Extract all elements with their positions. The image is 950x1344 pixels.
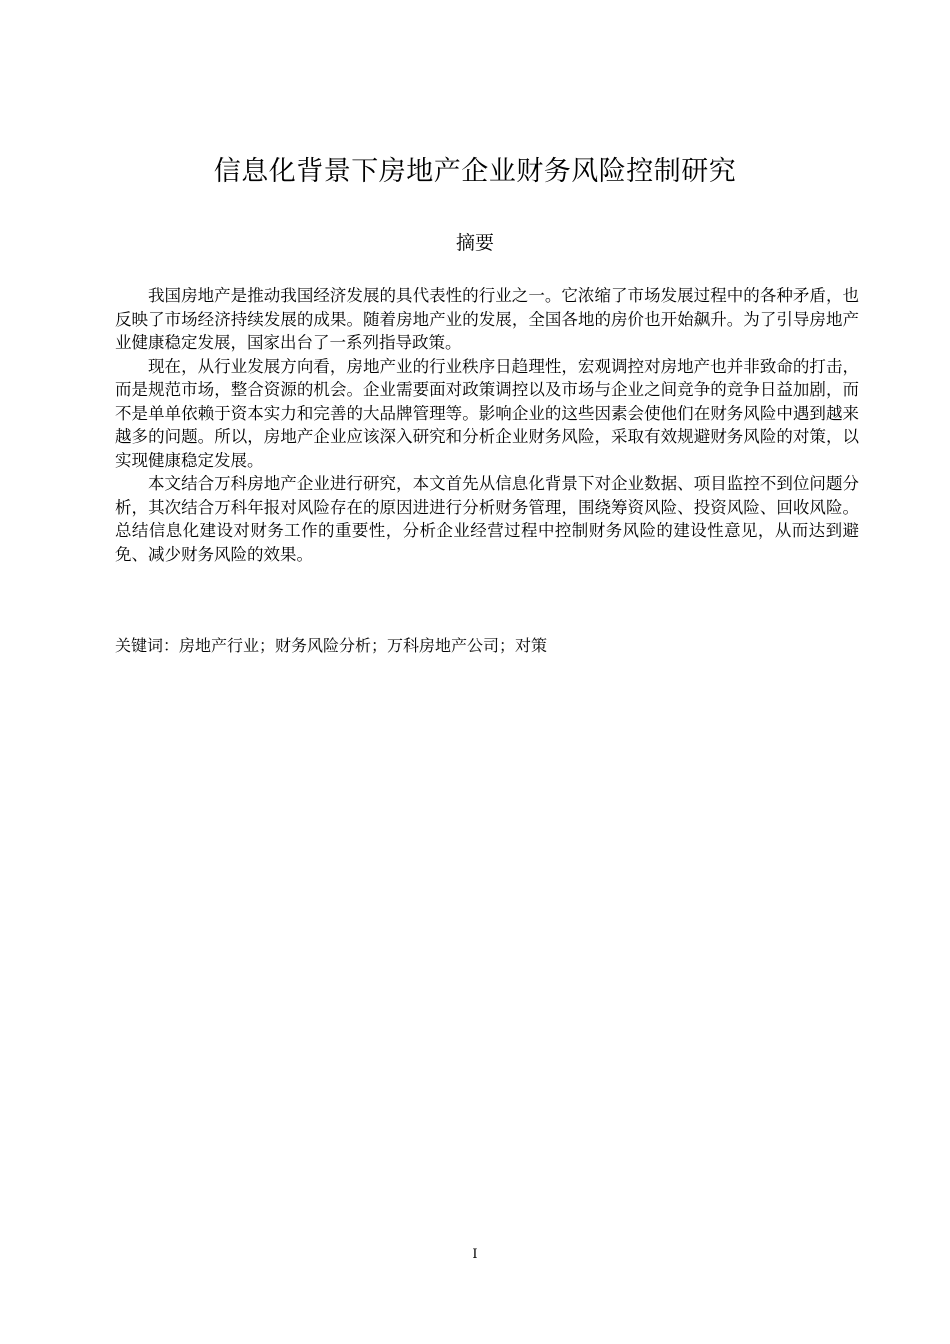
page-number: I [472,1247,478,1262]
abstract-body [115,284,859,566]
abstract-paragraph: 本文结合万科房地产企业进行研究，本文首先从信息化背景下对企业数据、项目监控不到位问题分析，其次结合万科年报对风险存在的原因进进行分析财务管理，围绕筹资风险、投资风险、回收风险。总结信息化建设对财务工作的重要性，分析企业经营过程中控制财务风险的建设性意见，从而达到避免、减少财务风险的效果。 [115,474,859,564]
abstract-heading: 摘要 [455,232,494,254]
abstract-paragraph: 我国房地产是推动我国经济发展的具代表性的行业之一。它浓缩了市场发展过程中的各种矛盾，也反映了市场经济持续发展的成果。随着房地产业的发展，全国各地的房价也开始飙升。为了引导房地产业健康稳定发展，国家出台了一系列指导政策。 [115,286,859,352]
keywords-line: 关键词：房地产行业；财务风险分析；万科房地产公司；对策 [115,636,548,655]
document-title: 信息化背景下房地产企业财务风险控制研究 [213,156,737,187]
abstract-paragraph: 现在，从行业发展方向看，房地产业的行业秩序日趋理性，宏观调控对房地产也并非致命的打击，而是规范市场，整合资源的机会。企业需要面对政策调控以及市场与企业之间竞争的竞争日益加剧，而不是单单依赖于资本实力和完善的大品牌管理等。影响企业的这些因素会使他们在财务风险中遇到越来越多的问题。所以，房地产企业应该深入研究和分析企业财务风险，采取有效规避财务风险的对策，以实现健康稳定发展。 [115,356,859,470]
